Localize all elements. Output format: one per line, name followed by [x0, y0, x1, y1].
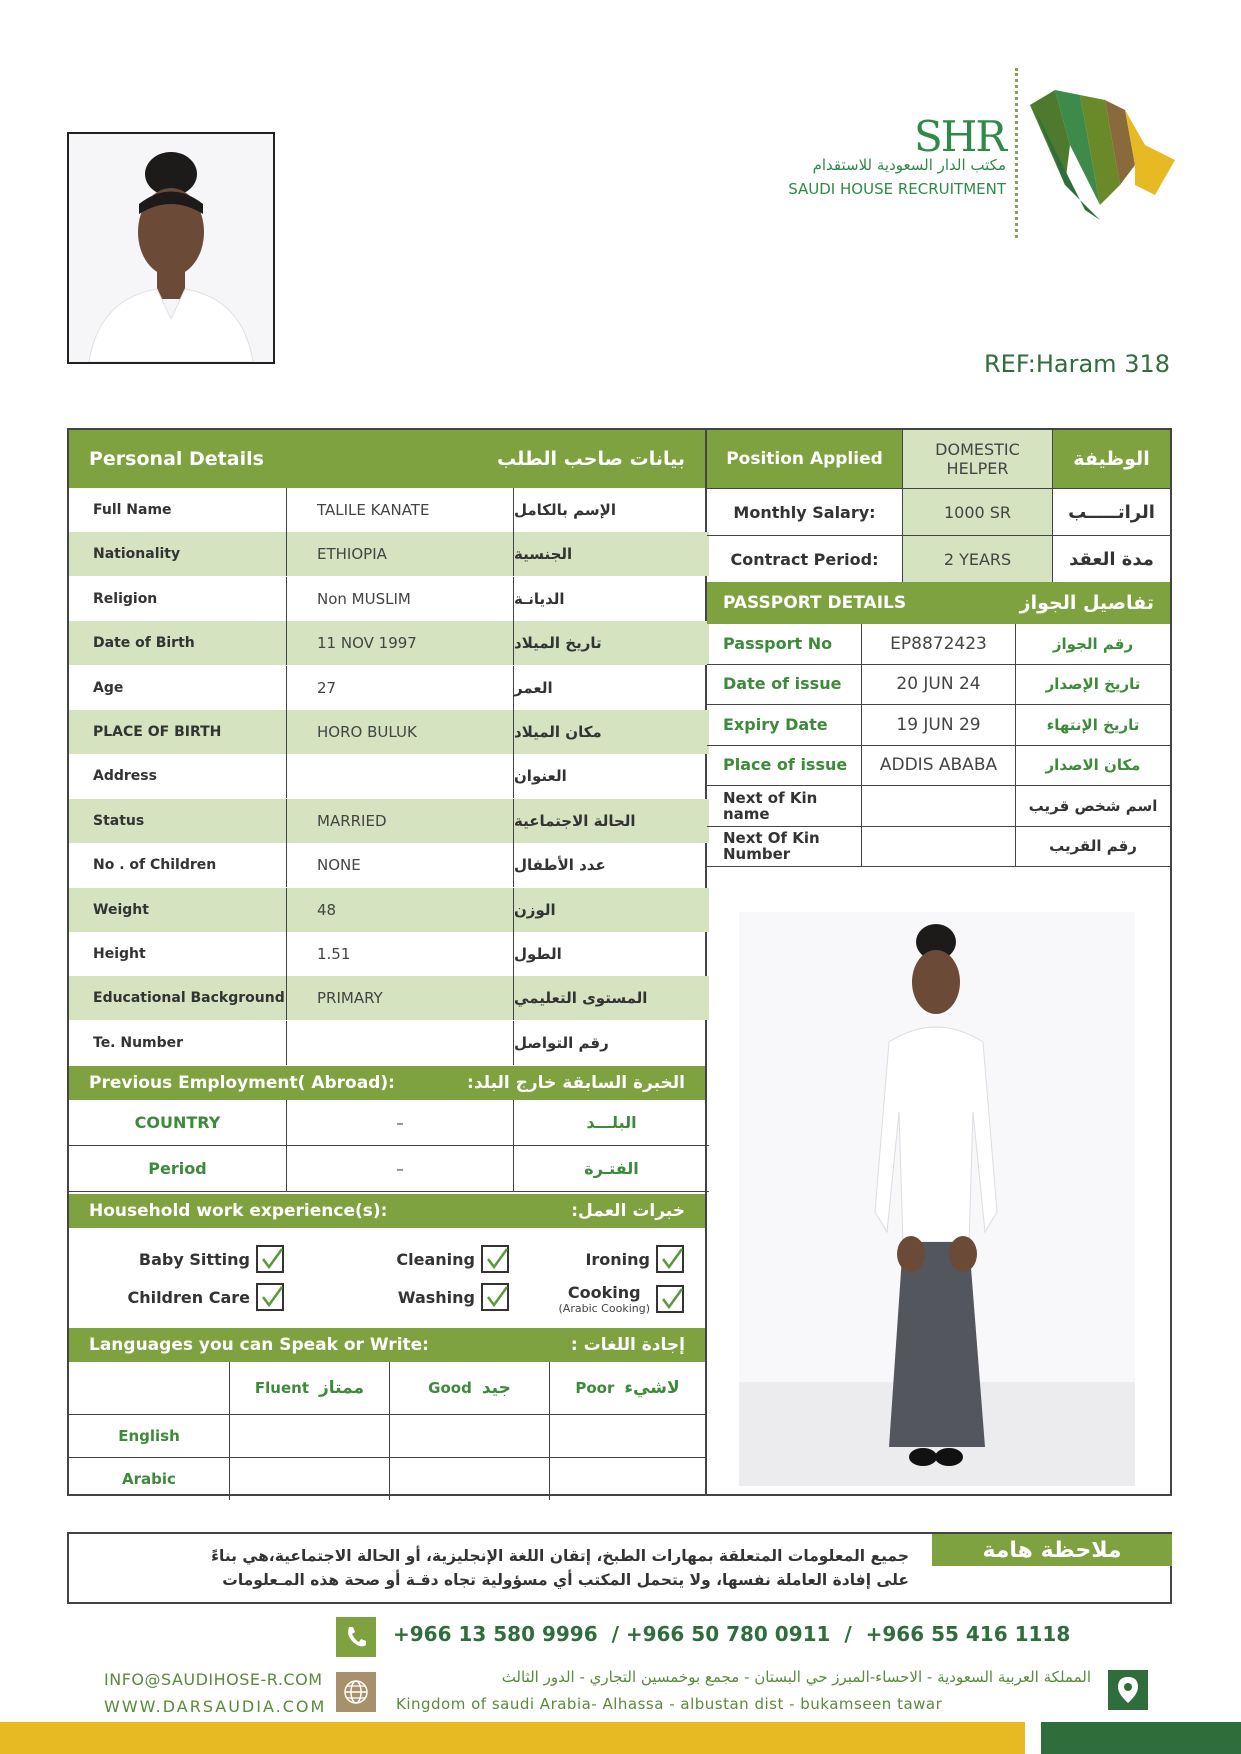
personal-row-label: Height	[69, 932, 287, 976]
location-pin-icon	[1108, 1670, 1148, 1710]
household-checkbox[interactable]	[256, 1245, 284, 1273]
phone-icon	[336, 1617, 376, 1657]
important-note-line-1: جميع المعلومات المتعلقة بمهارات الطبخ، إتقان اللغة الإنجليزية، أو الحالة الاجتماعية،هي بناءً	[211, 1547, 909, 1565]
personal-row	[69, 976, 709, 1020]
previous-employment-header-en: Previous Employment( Abroad):	[89, 1073, 395, 1093]
important-note-line-2: على إفادة العاملة نفسها، ولا يتحمل المكتب أي مسؤولية تجاه دقـة أو صحة هذه المـعلومات	[222, 1571, 909, 1589]
checkmark-icon	[660, 1287, 684, 1311]
household-item-text	[398, 1288, 475, 1307]
globe-icon	[336, 1672, 376, 1712]
personal-row-value	[287, 754, 514, 798]
personal-row-value: NONE	[287, 843, 514, 887]
footer-address-ar: المملكة العربية السعودية - الاحساء-المبرز حي البستان - مجمع بوخمسين التجاري - الدور الثالث	[501, 1668, 1091, 1686]
person-portrait-icon	[69, 134, 273, 362]
household-item-label: Baby Sitting	[138, 1249, 250, 1269]
household-item	[94, 1245, 284, 1273]
personal-row-label: PLACE OF BIRTH	[69, 710, 287, 754]
passport-row-value: ADDIS ABABA	[862, 746, 1016, 786]
important-note-text	[89, 1544, 909, 1592]
passport-row-label: Next Of Kin Number	[707, 827, 862, 867]
personal-details-header-ar: بيانات صاحب الطلب	[497, 448, 685, 470]
position-applied-value: DOMESTIC HELPER	[903, 430, 1053, 488]
household-header-ar: خبرات العمل:	[571, 1201, 685, 1221]
personal-row-value: Non MUSLIM	[287, 577, 514, 621]
language-cell[interactable]	[549, 1414, 705, 1457]
previous-employment-label: COUNTRY	[69, 1100, 287, 1145]
household-header	[69, 1194, 705, 1228]
personal-row-label: Age	[69, 666, 287, 710]
position-applied-label: Position Applied	[707, 430, 903, 488]
language-name: English	[118, 1427, 180, 1445]
language-cell[interactable]	[389, 1414, 549, 1457]
previous-employment-value: –	[287, 1146, 514, 1191]
position-applied-label-ar: الوظيفة	[1053, 430, 1170, 488]
passport-row-label-ar: رقم الجواز	[1052, 634, 1134, 653]
personal-row-label-ar: الديانـة	[514, 589, 565, 608]
household-item-label: Cooking	[567, 1283, 641, 1302]
previous-employment-label: Period	[69, 1146, 287, 1191]
personal-row	[69, 666, 709, 710]
personal-row-label: Date of Birth	[69, 621, 287, 665]
checkmark-icon	[260, 1247, 284, 1271]
personal-row-value: 11 NOV 1997	[287, 621, 514, 665]
household-item-text	[127, 1288, 250, 1307]
previous-employment-header-ar: الخبرة السابقة خارج البلد:	[467, 1073, 685, 1093]
important-note-box	[67, 1532, 1172, 1604]
previous-employment-value: –	[287, 1100, 514, 1145]
passport-row-value	[862, 786, 1016, 826]
household-item-text	[396, 1250, 475, 1269]
language-level-ar: لاشيء	[624, 1378, 680, 1398]
personal-row-label: Te. Number	[69, 1021, 287, 1065]
passport-row-label: Expiry Date	[707, 705, 862, 745]
personal-row	[69, 577, 709, 621]
personal-row-label-ar: الحالة الاجتماعية	[514, 811, 636, 830]
personal-row	[69, 888, 709, 932]
personal-row	[69, 799, 709, 843]
passport-row-label-ar: اسم شخص قريب	[1028, 796, 1158, 815]
languages-header-en: Languages you can Speak or Write:	[89, 1335, 429, 1355]
personal-row-label: Full Name	[69, 488, 287, 532]
language-cell	[69, 1457, 229, 1500]
passport-row	[707, 746, 1170, 787]
footer-email[interactable]: INFO@SAUDIHOSE-R.COM	[104, 1670, 323, 1689]
personal-row-label-ar: تاريخ الميلاد	[514, 634, 602, 653]
passport-row-label: Passport No	[707, 624, 862, 664]
passport-row-label-ar: رقم القريب	[1049, 837, 1137, 856]
language-column-header	[549, 1362, 705, 1414]
passport-row	[707, 705, 1170, 746]
personal-details-table	[67, 428, 707, 1496]
passport-row	[707, 786, 1170, 827]
passport-row-value	[862, 827, 1016, 867]
household-checkbox[interactable]	[256, 1283, 284, 1311]
personal-row-value: HORO BULUK	[287, 710, 514, 754]
passport-row	[707, 624, 1170, 665]
personal-row-label-ar: رقم التواصل	[514, 1033, 609, 1052]
personal-row-value: PRIMARY	[287, 976, 514, 1020]
checkmark-icon	[260, 1285, 284, 1309]
footer-website[interactable]: WWW.DARSAUDIA.COM	[104, 1697, 327, 1716]
language-level-ar: ممتاز	[319, 1378, 365, 1398]
household-item	[94, 1283, 284, 1311]
person-standing-icon	[739, 912, 1135, 1486]
household-item-text	[559, 1283, 650, 1315]
languages-header	[69, 1328, 705, 1362]
passport-row-label: Place of issue	[707, 746, 862, 786]
footer-address-en: Kingdom of saudi Arabia- Alhassa - albustan dist - bukamseen tawar	[396, 1695, 943, 1713]
passport-row-label-ar: مكان الاصدار	[1045, 756, 1141, 775]
language-level-ar: جيد	[481, 1378, 511, 1398]
passport-header-ar: تفاصيل الجواز	[1019, 592, 1154, 614]
passport-row-value: 19 JUN 29	[862, 705, 1016, 745]
important-note-title: ملاحظة هامة	[932, 1534, 1172, 1566]
position-row-label-ar: مدة العقد	[1069, 548, 1154, 570]
personal-row-value: 1.51	[287, 932, 514, 976]
personal-row-label-ar: الوزن	[514, 900, 556, 919]
household-item-label: Children Care	[127, 1287, 250, 1307]
passport-header	[707, 582, 1170, 624]
personal-row-value: ETHIOPIA	[287, 532, 514, 576]
language-level-en: Good	[428, 1379, 472, 1397]
household-item-text	[139, 1250, 250, 1269]
personal-row	[69, 488, 709, 532]
personal-details-header	[69, 430, 705, 488]
position-row-value: 2 YEARS	[903, 536, 1053, 582]
position-row-label-ar: الراتـــــب	[1068, 501, 1155, 523]
footer-yellow-bar	[0, 1722, 1025, 1754]
personal-row-value: MARRIED	[287, 799, 514, 843]
previous-employment-row	[69, 1146, 709, 1192]
language-level-en: Poor	[575, 1379, 615, 1397]
language-level-en: Fluent	[254, 1379, 310, 1397]
full-body-photo	[739, 912, 1135, 1486]
checkmark-icon	[660, 1247, 684, 1271]
passport-row	[707, 665, 1170, 706]
position-row	[707, 535, 1170, 582]
household-item-label: Cleaning	[396, 1249, 475, 1269]
passport-row-label-ar: تاريخ الإصدار	[1045, 675, 1141, 694]
logo-english-name: SAUDI HOUSE RECRUITMENT	[788, 180, 1006, 198]
household-item	[319, 1283, 509, 1311]
language-cell[interactable]	[229, 1457, 389, 1500]
personal-row-label: Nationality	[69, 532, 287, 576]
personal-row-label-ar: الجنسية	[514, 545, 573, 564]
logo-arabic-name: مكتب الدار السعودية للاستقدام	[812, 156, 1006, 174]
position-row-label: Monthly Salary:	[707, 489, 903, 535]
reference-number: REF:Haram 318	[983, 350, 1170, 378]
personal-row	[69, 532, 709, 576]
personal-row	[69, 710, 709, 754]
personal-row	[69, 932, 709, 976]
language-cell	[69, 1414, 229, 1457]
personal-row-label: Weight	[69, 888, 287, 932]
previous-employment-label-ar: الفتـرة	[584, 1159, 639, 1178]
personal-row-value: TALILE KANATE	[287, 488, 514, 532]
personal-row	[69, 1021, 709, 1065]
passport-row-value: 20 JUN 24	[862, 665, 1016, 705]
personal-row-value	[287, 1021, 514, 1065]
personal-row-label-ar: العمر	[514, 678, 553, 697]
personal-row-label: No . of Children	[69, 843, 287, 887]
personal-row-label-ar: العنوان	[514, 767, 567, 786]
passport-row	[707, 827, 1170, 868]
household-item-text	[585, 1250, 650, 1269]
household-item	[319, 1245, 509, 1273]
language-name: Arabic	[122, 1470, 176, 1488]
household-item-label: Washing	[397, 1287, 475, 1307]
passport-row-value: EP8872423	[862, 624, 1016, 664]
language-cell[interactable]	[549, 1457, 705, 1500]
personal-details-header-en: Personal Details	[89, 448, 264, 470]
personal-row	[69, 754, 709, 798]
personal-row-label-ar: الطول	[514, 945, 562, 963]
language-column-header	[69, 1362, 229, 1414]
previous-employment-row	[69, 1100, 709, 1146]
previous-employment-label-ar: البلـــد	[586, 1113, 637, 1132]
personal-row-value: 27	[287, 666, 514, 710]
passport-row-label: Next of Kin name	[707, 786, 862, 826]
languages-header-ar: إجادة اللغات :	[570, 1335, 685, 1355]
personal-row	[69, 843, 709, 887]
personal-row-label-ar: مكان الميلاد	[514, 723, 602, 741]
logo-monogram: SHR	[913, 112, 1005, 161]
personal-row-label: Religion	[69, 577, 287, 621]
position-row	[707, 488, 1170, 535]
language-column-header	[389, 1362, 549, 1414]
position-passport-panel	[707, 428, 1172, 1496]
household-item-sublabel: (Arabic Cooking)	[558, 1302, 650, 1315]
household-checkbox[interactable]	[656, 1245, 684, 1273]
personal-row	[69, 621, 709, 665]
personal-row-label: Address	[69, 754, 287, 798]
passport-header-en: PASSPORT DETAILS	[723, 593, 907, 613]
language-cell[interactable]	[389, 1457, 549, 1500]
passport-row-label: Date of issue	[707, 665, 862, 705]
language-cell[interactable]	[229, 1414, 389, 1457]
previous-employment-header	[69, 1066, 705, 1100]
footer-green-bar	[1041, 1722, 1241, 1754]
footer-phone-numbers[interactable]: +966 13 580 9996 / +966 50 780 0911 / +966 55 416 1118	[393, 1622, 1071, 1646]
personal-row-label: Educational Background	[69, 976, 287, 1020]
logo-divider	[1015, 68, 1020, 238]
household-item	[494, 1283, 684, 1315]
language-column-header	[229, 1362, 389, 1414]
saudi-map-logo-icon	[1025, 85, 1180, 225]
household-header-en: Household work experience(s):	[89, 1201, 388, 1221]
passport-row-label-ar: تاريخ الإنتهاء	[1046, 715, 1140, 734]
personal-row-label-ar: المستوى التعليمي	[514, 989, 648, 1008]
personal-row-value: 48	[287, 888, 514, 932]
household-item	[494, 1245, 684, 1273]
household-item-label: Ironing	[585, 1249, 650, 1269]
headshot-photo	[67, 132, 275, 364]
household-checkbox[interactable]	[656, 1285, 684, 1313]
personal-row-label-ar: الإسم بالكامل	[514, 501, 616, 519]
personal-row-label-ar: عدد الأطفال	[514, 856, 606, 875]
personal-row-label: Status	[69, 799, 287, 843]
position-row-value: 1000 SR	[903, 489, 1053, 535]
position-row-label: Contract Period:	[707, 536, 903, 582]
